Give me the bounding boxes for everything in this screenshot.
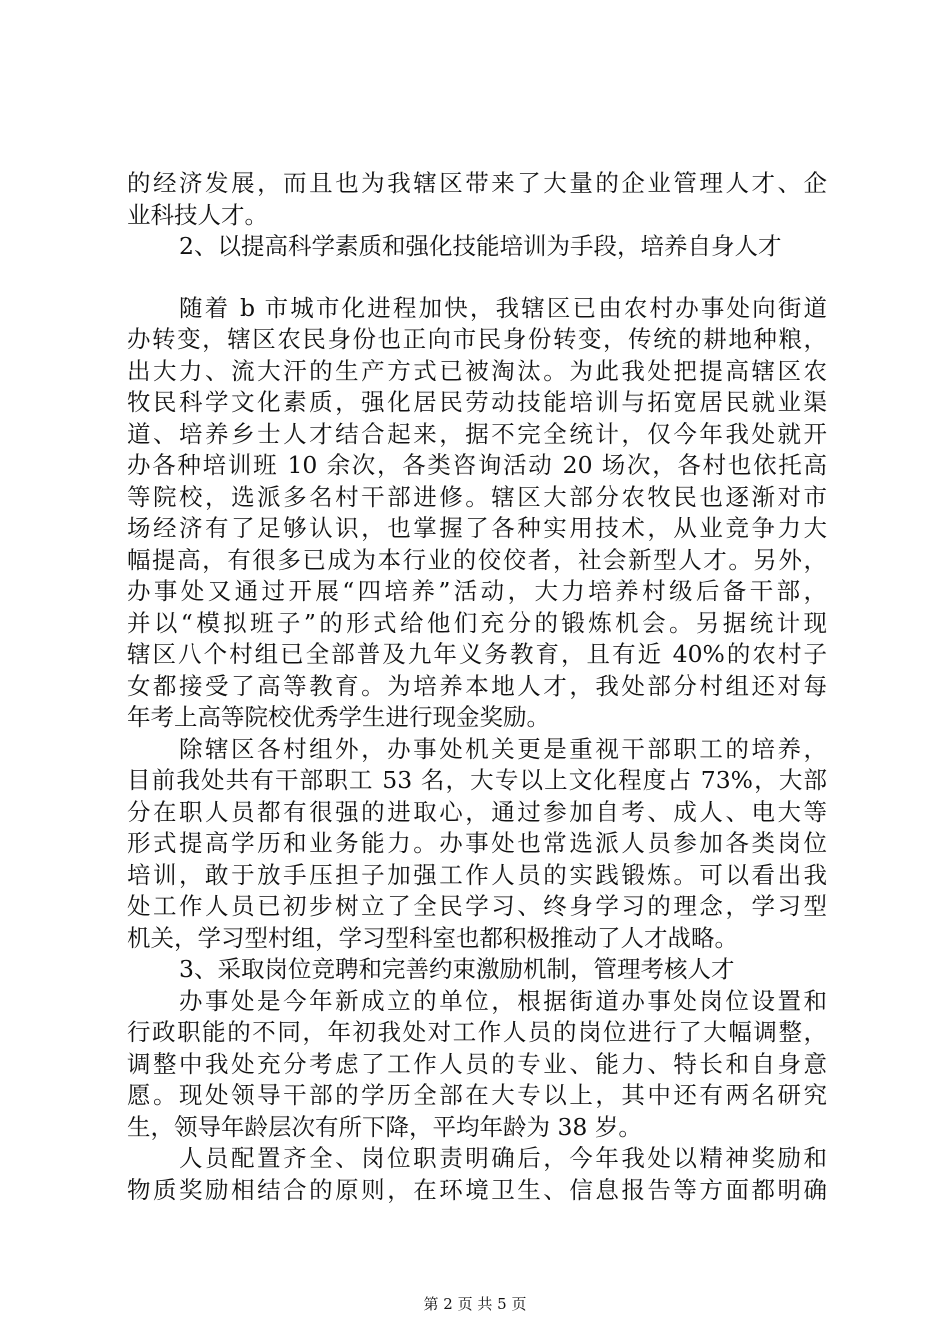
text-line: 生，领导年龄层次有所下降，平均年龄为 38 岁。	[127, 1112, 642, 1141]
text-line: 物质奖励相结合的原则，在环境卫生、信息报告等方面都明确	[127, 1175, 827, 1204]
text-line: 调整中我处充分考虑了工作人员的专业、能力、特长和自身意	[127, 1049, 827, 1078]
section-heading: 3、采取岗位竞聘和完善约束激励机制，管理考核人才	[179, 955, 735, 983]
text-line: 分在职人员都有很强的进取心，通过参加自考、成人、电大等	[127, 797, 827, 826]
paragraph-gap	[127, 263, 827, 293]
section-heading: 2、以提高科学素质和强化技能培训为手段，培养自身人才	[179, 232, 782, 260]
text-line: 愿。现处领导干部的学历全部在大专以上，其中还有两名研究	[127, 1081, 827, 1109]
text-line: 随着 b 市城市化进程加快，我辖区已由农村办事处向街道	[179, 293, 827, 322]
text-line: 幅提高，有很多已成为本行业的佼佼者，社会新型人才。另外，	[127, 545, 827, 574]
text-line: 出大力、流大汗的生产方式已被淘汰。为此我处把提高辖区农	[127, 356, 827, 385]
text-line: 处工作人员已初步树立了全民学习、终身学习的理念，学习型	[127, 892, 827, 920]
text-line: 办各种培训班 10 余次，各类咨询活动 20 场次，各村也依托高	[127, 451, 827, 479]
text-line: 等院校，选派多名村干部进修。辖区大部分农牧民也逐渐对市	[127, 482, 827, 511]
text-line: 办事处又通过开展“四培养”活动，大力培养村级后备干部，	[127, 577, 827, 605]
text-line: 女都接受了高等教育。为培养本地人才，我处部分村组还对每	[127, 671, 827, 700]
text-line: 培训，敢于放手压担子加强工作人员的实践锻炼。可以看出我	[127, 860, 827, 889]
text-line: 除辖区各村组外，办事处机关更是重视干部职工的培养，	[179, 734, 827, 763]
text-line: 并以“模拟班子”的形式给他们充分的锻炼机会。另据统计现	[127, 608, 827, 637]
text-line: 形式提高学历和业务能力。办事处也常选派人员参加各类岗位	[127, 829, 827, 857]
text-line: 人员配置齐全、岗位职责明确后，今年我处以精神奖励和	[179, 1144, 827, 1172]
text-line: 办事处是今年新成立的单位，根据街道办事处岗位设置和	[179, 986, 827, 1015]
text-line: 机关，学习型村组，学习型科室也都积极推动了人才战略。	[127, 923, 738, 952]
text-line: 年考上高等院校优秀学生进行现金奖励。	[127, 703, 550, 731]
document-body	[127, 168, 827, 1206]
text-line: 行政职能的不同，年初我处对工作人员的岗位进行了大幅调整，	[127, 1018, 827, 1046]
page-number-footer: 第 2 页 共 5 页	[423, 1295, 527, 1313]
text-line: 场经济有了足够认识，也掌握了各种实用技术，从业竞争力大	[127, 514, 827, 542]
text-line: 辖区八个村组已全部普及九年义务教育，且有近 40%的农村子	[127, 640, 827, 668]
text-line: 道、培养乡士人才结合起来，据不完全统计，仅今年我处就开	[127, 419, 827, 448]
text-line: 办转变，辖区农民身份也正向市民身份转变，传统的耕地种粮，	[127, 325, 827, 353]
text-line: 业科技人才。	[127, 200, 268, 229]
text-line: 目前我处共有干部职工 53 名，大专以上文化程度占 73%，大部	[127, 766, 827, 794]
text-line: 的经济发展，而且也为我辖区带来了大量的企业管理人才、企	[127, 169, 827, 197]
text-line: 牧民科学文化素质，强化居民劳动技能培训与拓宽居民就业渠	[127, 388, 827, 416]
